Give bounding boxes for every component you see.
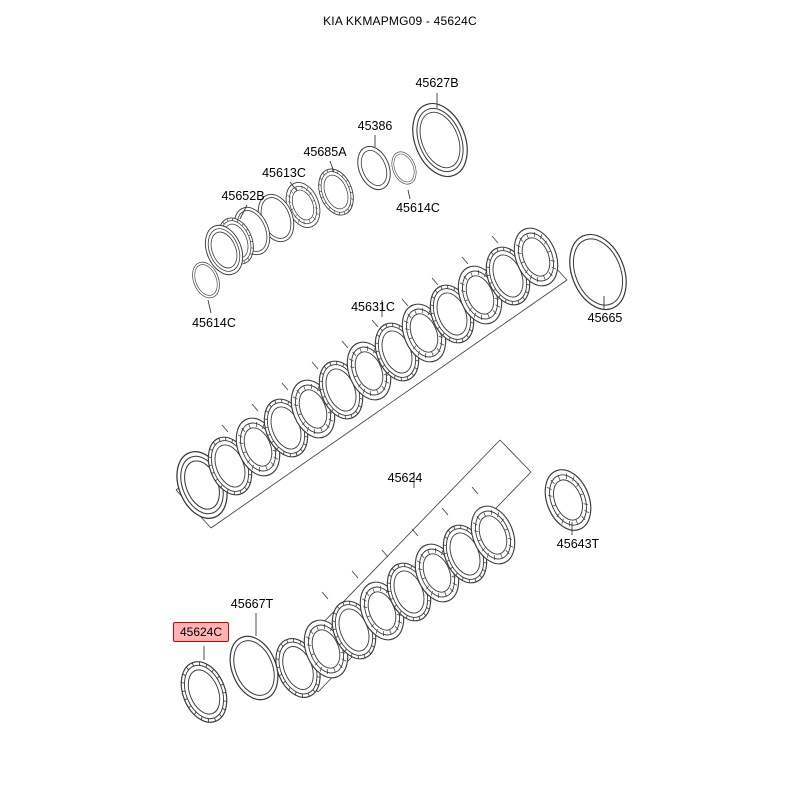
part-label-45624[interactable]: 45624 — [387, 470, 423, 485]
part-label-45386[interactable]: 45386 — [357, 118, 393, 133]
part-label-45667t[interactable]: 45667T — [230, 596, 274, 611]
part-label-45624c-selected[interactable]: 45624C — [173, 622, 229, 642]
part-label-45627b[interactable]: 45627B — [415, 75, 459, 90]
part-label-45665[interactable]: 45665 — [587, 310, 623, 325]
part-label-45614c-left[interactable]: 45614C — [192, 315, 236, 330]
part-label-45613c[interactable]: 45613C — [262, 165, 306, 180]
part-label-45614c-right[interactable]: 45614C — [396, 200, 440, 215]
page-title: KIA KKMAPMG09 - 45624C — [323, 14, 477, 28]
part-label-45685a[interactable]: 45685A — [303, 144, 347, 159]
part-label-45643t[interactable]: 45643T — [556, 536, 600, 551]
part-label-45631c[interactable]: 45631C — [351, 299, 395, 314]
part-label-45652b[interactable]: 45652B — [221, 188, 265, 203]
